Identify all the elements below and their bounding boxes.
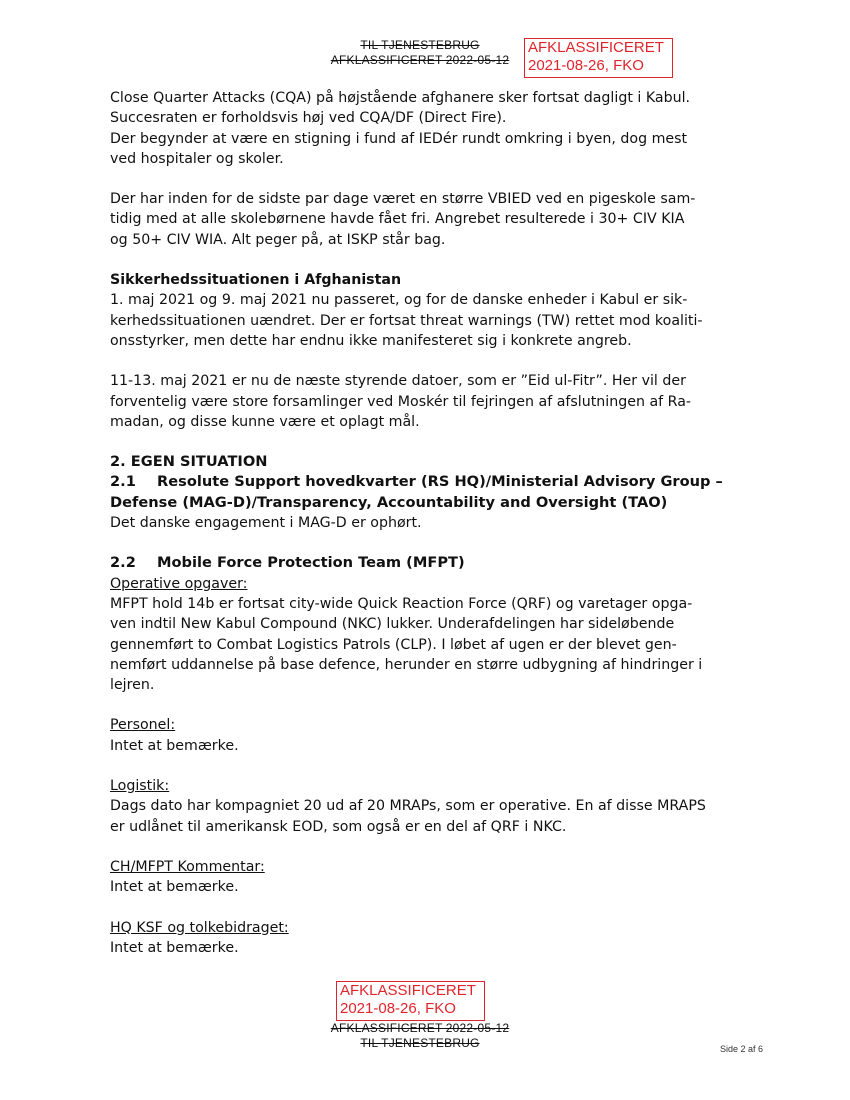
header-declassified-stamp — [524, 38, 673, 78]
paragraph-line: tidig med at alle skolebørnene havde fået fri. Angrebet resulterede i 30+ CIV KIA — [110, 211, 685, 228]
ch-mfpt-text: Intet at bemærke. — [110, 879, 239, 896]
paragraph-line: Der har inden for de sidste par dage været en større VBIED ved en pigeskole sam- — [110, 191, 696, 208]
paragraph-line: ved hospitaler og skoler. — [110, 150, 284, 167]
paragraph-line: og 50+ CIV WIA. Alt peger på, at ISKP står bag. — [110, 231, 446, 248]
paragraph-line: ven indtil New Kabul Compound (NKC) lukker. Underafdelingen har sideløbende — [110, 616, 675, 633]
header-line-1: TIL TJENESTEBRUG — [360, 38, 480, 52]
section-2-1-title-line-2: Defense (MAG-D)/Transparency, Accountability and Oversight (TAO) — [110, 493, 668, 511]
paragraph-line: 11-13. maj 2021 er nu de næste styrende datoer, som er ”Eid ul-Fitr”. Her vil der — [110, 373, 686, 390]
paragraph-line: MFPT hold 14b er fortsat city-wide Quick Reaction Force (QRF) og varetager opga- — [110, 595, 693, 612]
footer-line-1: AFKLASSIFICERET 2022-05-12 — [330, 1021, 510, 1035]
paragraph-line: Der begynder at være en stigning i fund af IEDér rundt omkring i byen, dog mest — [110, 130, 688, 147]
paragraph-line: Succesraten er forholdsvis høj ved CQA/DF (Direct Fire). — [110, 110, 507, 127]
personel-text: Intet at bemærke. — [110, 737, 239, 754]
paragraph-line: lejren. — [110, 677, 155, 694]
header-classification — [315, 38, 525, 67]
label-operative-opgaver: Operative opgaver: — [110, 575, 248, 592]
paragraph-line: 1. maj 2021 og 9. maj 2021 nu passeret, og for de danske enheder i Kabul er sik- — [110, 292, 688, 309]
subheading-security: Sikkerhedssituationen i Afghanistan — [110, 272, 402, 289]
header-stamp-line-1: AFKLASSIFICERET — [528, 39, 664, 56]
footer-line-2: TIL TJENESTEBRUG — [360, 1036, 480, 1050]
label-logistik: Logistik: — [110, 778, 170, 795]
hq-ksf-text: Intet at bemærke. — [110, 939, 239, 956]
header-stamp-line-2: 2021-08-26, FKO — [528, 57, 644, 74]
paragraph-line: madan, og disse kunne være et oplagt mål. — [110, 413, 420, 430]
section-2-title: 2. EGEN SITUATION — [110, 453, 268, 471]
paragraph-line: Close Quarter Attacks (CQA) på højstående afghanere sker fortsat dagligt i Kabul. — [110, 90, 691, 106]
footer-stamp-line-1: AFKLASSIFICERET — [340, 982, 476, 999]
section-2-1-title-line-1 — [110, 472, 730, 492]
label-hq-ksf: HQ KSF og tolkebidraget: — [110, 919, 289, 936]
paragraph-line: er udlånet til amerikansk EOD, som også er en del af QRF i NKC. — [110, 818, 567, 835]
section-2-1-title-text: Resolute Support hovedkvarter (RS HQ)/Ministerial Advisory Group – — [157, 473, 723, 491]
section-2-1-text: Det danske engagement i MAG-D er ophørt. — [110, 515, 422, 532]
header-line-2: AFKLASSIFICERET 2022-05-12 — [330, 53, 510, 67]
label-ch-mfpt-kommentar: CH/MFPT Kommentar: — [110, 858, 265, 875]
paragraph-line: forventelig være store forsamlinger ved Moskér til fejringen af afslutningen af Ra- — [110, 393, 692, 410]
section-2-1-number: 2.1 — [110, 473, 136, 491]
paragraph-line: onsstyrker, men dette har endnu ikke manifesteret sig i konkrete angreb. — [110, 332, 632, 349]
paragraph-line: gennemført to Combat Logistics Patrols (CLP). I løbet af ugen er der blevet gen- — [110, 636, 677, 653]
paragraph-line: kerhedssituationen uændret. Der er fortsat threat warnings (TW) rettet mod koaliti- — [110, 312, 703, 329]
section-2-2-number: 2.2 — [110, 554, 136, 572]
label-personel: Personel: — [110, 717, 176, 734]
section-2-2-title — [110, 553, 730, 573]
footer-stamp-line-2: 2021-08-26, FKO — [340, 1000, 456, 1017]
footer-declassified-stamp — [336, 981, 485, 1021]
document-body — [110, 88, 730, 958]
paragraph-line: nemført uddannelse på base defence, herunder en større udbygning af hindringer i — [110, 656, 703, 673]
footer-classification — [315, 1021, 525, 1050]
section-2-2-title-text: Mobile Force Protection Team (MFPT) — [157, 554, 465, 572]
page-number: Side 2 af 6 — [720, 1044, 764, 1054]
paragraph-line: Dags dato har kompagniet 20 ud af 20 MRAPs, som er operative. En af disse MRAPS — [110, 798, 706, 815]
